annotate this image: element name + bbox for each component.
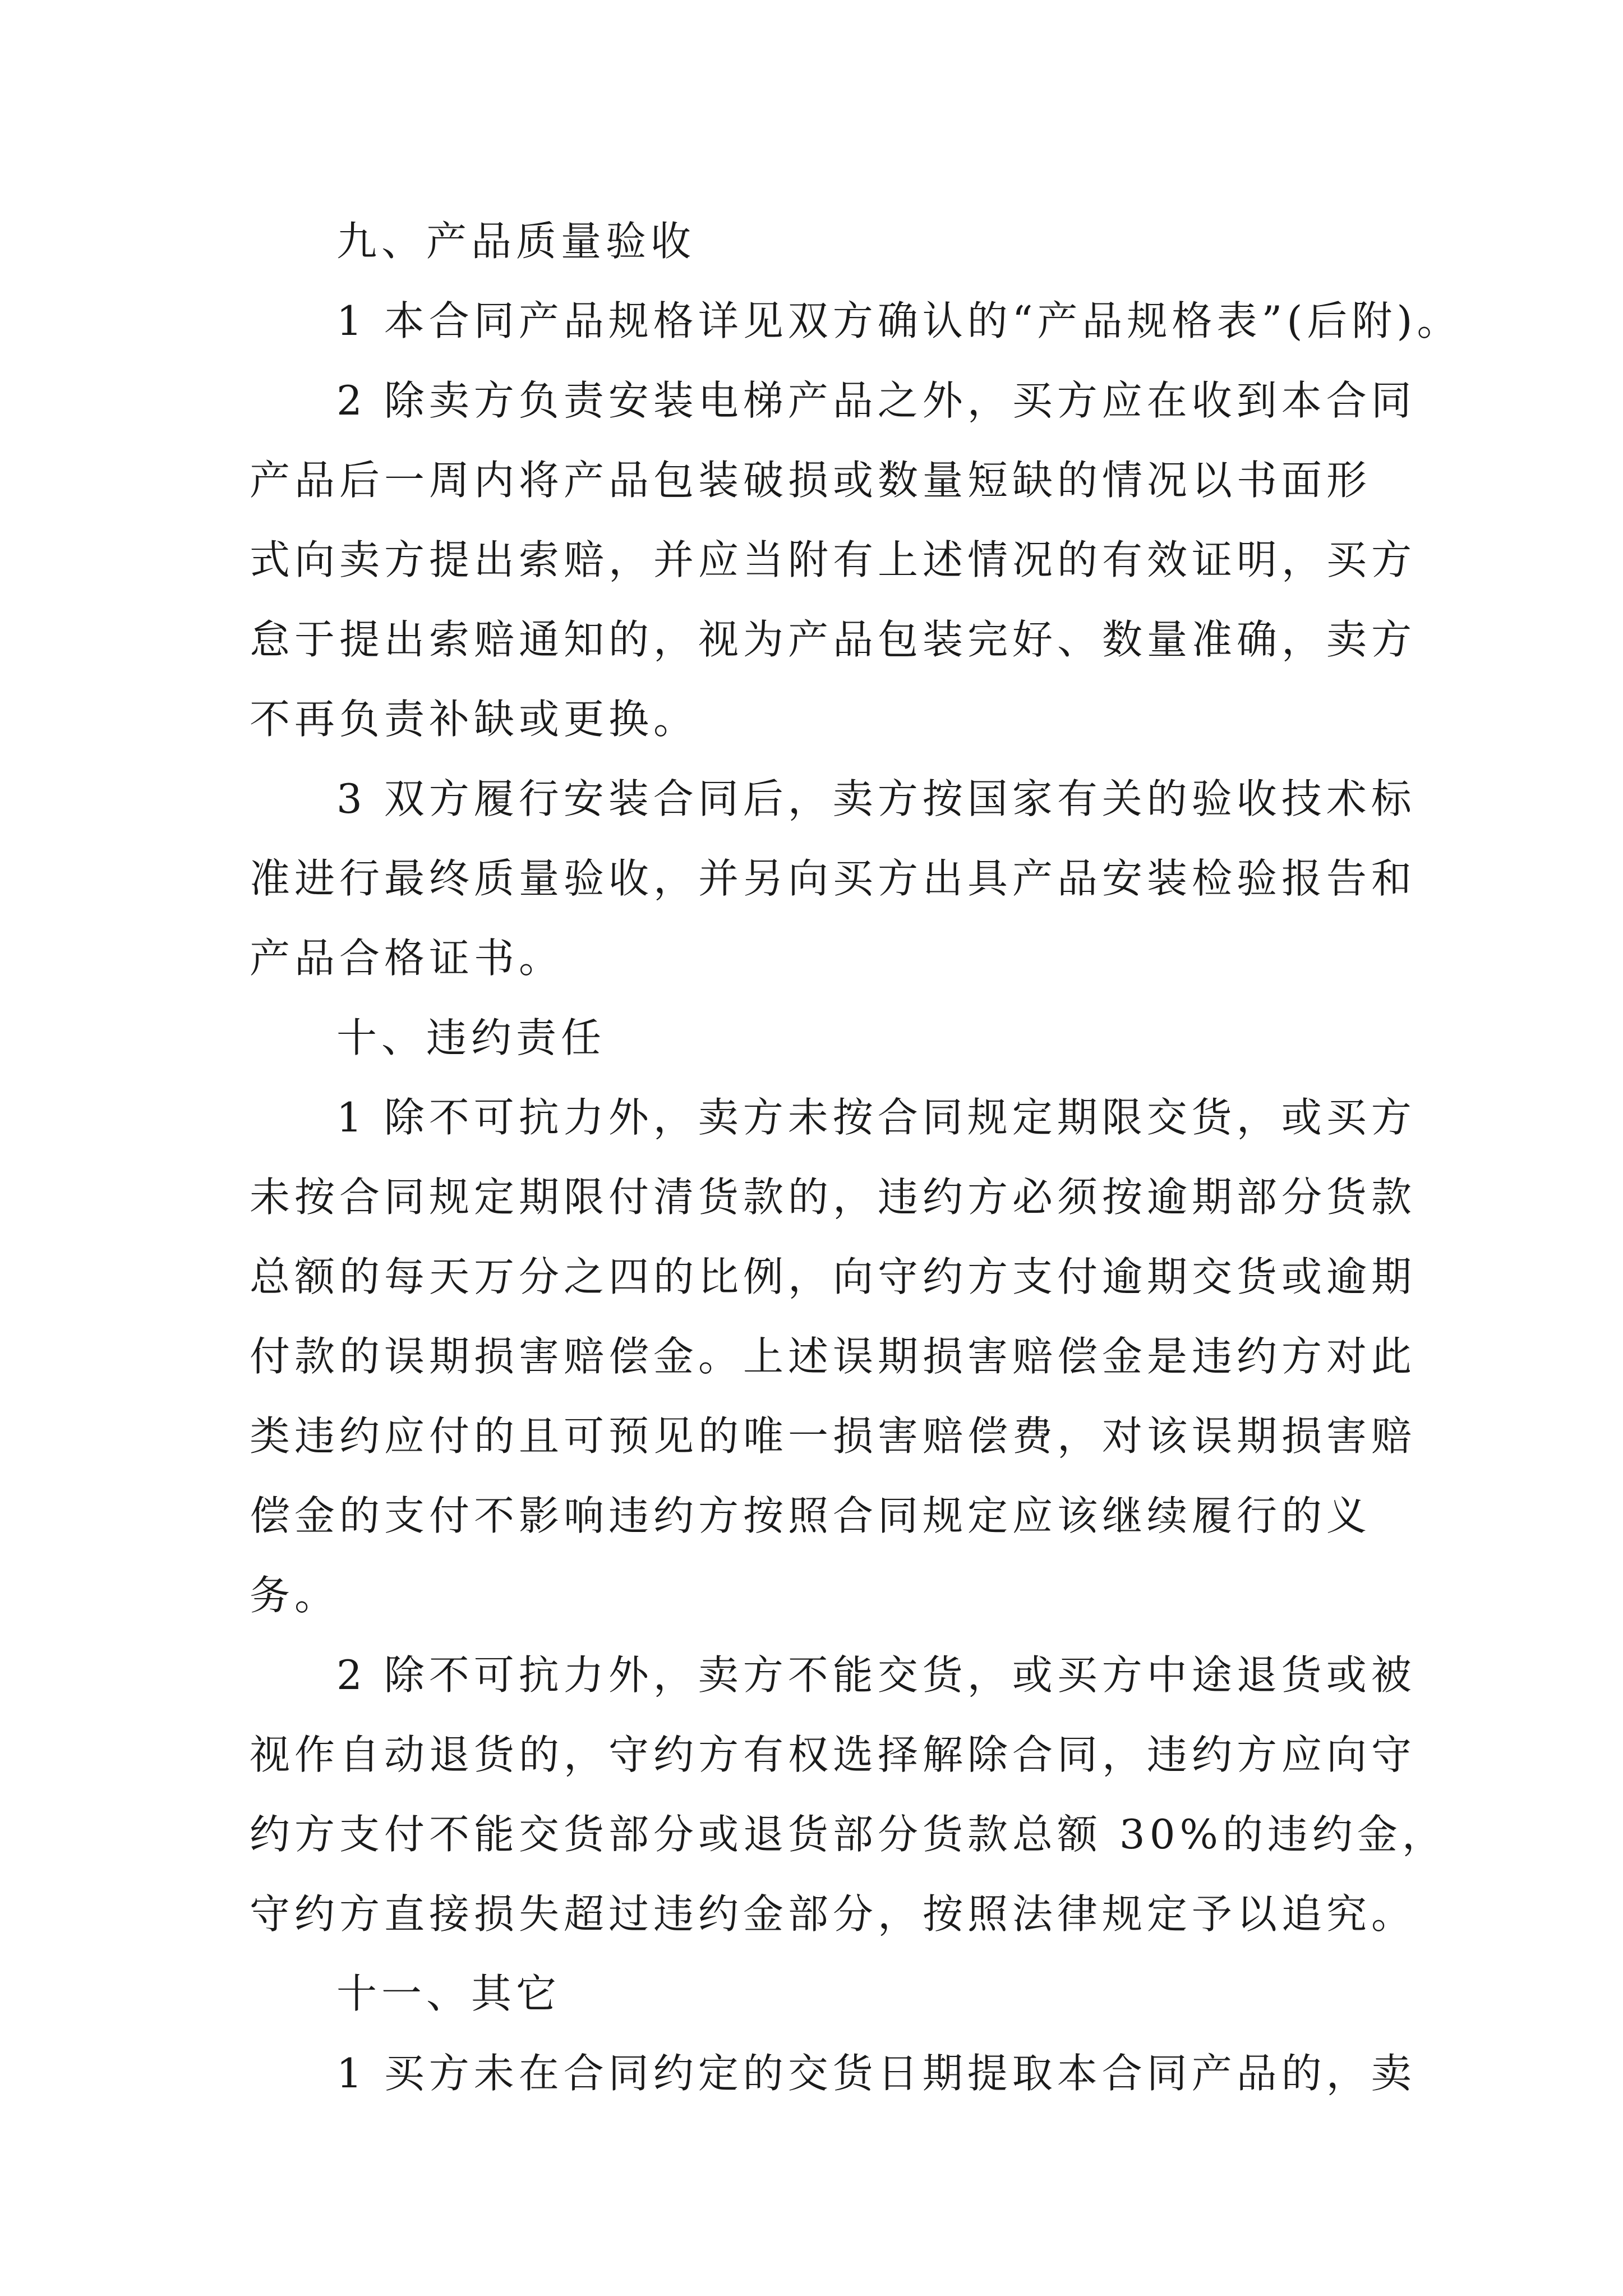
section-heading: 十、违约责任 [336, 1014, 606, 1061]
paragraph-line: 守约方直接损失超过违约金部分，按照法律规定予以追究。 [250, 1890, 1417, 1938]
paragraph-line: 偿金的支付不影响违约方按照合同规定应该继续履行的义 [250, 1492, 1372, 1539]
paragraph-line: 未按合同规定期限付清货款的，违约方必须按逾期部分货款 [250, 1174, 1417, 1221]
paragraph-line: 3 双方履行安装合同后，卖方按国家有关的验收技术标 [336, 775, 1416, 822]
paragraph-line: 产品后一周内将产品包装破损或数量短缺的情况以书面形 [250, 457, 1372, 504]
paragraph-line: 1 本合同产品规格详见双方确认的“产品规格表”(后附)。 [336, 297, 1462, 344]
paragraph-line: 总额的每天万分之四的比例，向守约方支付逾期交货或逾期 [250, 1253, 1417, 1300]
paragraph-line: 式向卖方提出索赔，并应当附有上述情况的有效证明，买方 [250, 536, 1417, 583]
paragraph-line: 付款的误期损害赔偿金。上述误期损害赔偿金是违约方对此 [250, 1333, 1417, 1380]
paragraph-line: 视作自动退货的，守约方有权选择解除合同，违约方应向守 [250, 1731, 1417, 1778]
paragraph-line: 不再负责补缺或更换。 [250, 696, 699, 743]
paragraph-line: 约方支付不能交货部分或退货部分货款总额 30%的违约金， [250, 1811, 1447, 1858]
section-heading: 十一、其它 [336, 1970, 561, 2017]
paragraph-line: 1 买方未在合同约定的交货日期提取本合同产品的，卖 [336, 2050, 1416, 2097]
paragraph-line: 2 除不可抗力外，卖方不能交货，或买方中途退货或被 [336, 1651, 1416, 1699]
paragraph-line: 2 除卖方负责安装电梯产品之外，买方应在收到本合同 [336, 377, 1416, 424]
paragraph-line: 务。 [250, 1572, 340, 1619]
section-heading: 九、产品质量验收 [336, 218, 696, 265]
paragraph-line: 产品合格证书。 [250, 935, 564, 982]
paragraph-line: 1 除不可抗力外，卖方未按合同规定期限交货，或买方 [336, 1094, 1416, 1141]
paragraph-line: 类违约应付的且可预见的唯一损害赔偿费，对该误期损害赔 [250, 1412, 1417, 1460]
paragraph-line: 怠于提出索赔通知的，视为产品包装完好、数量准确，卖方 [250, 616, 1417, 663]
paragraph-line: 准进行最终质量验收，并另向买方出具产品安装检验报告和 [250, 855, 1417, 902]
